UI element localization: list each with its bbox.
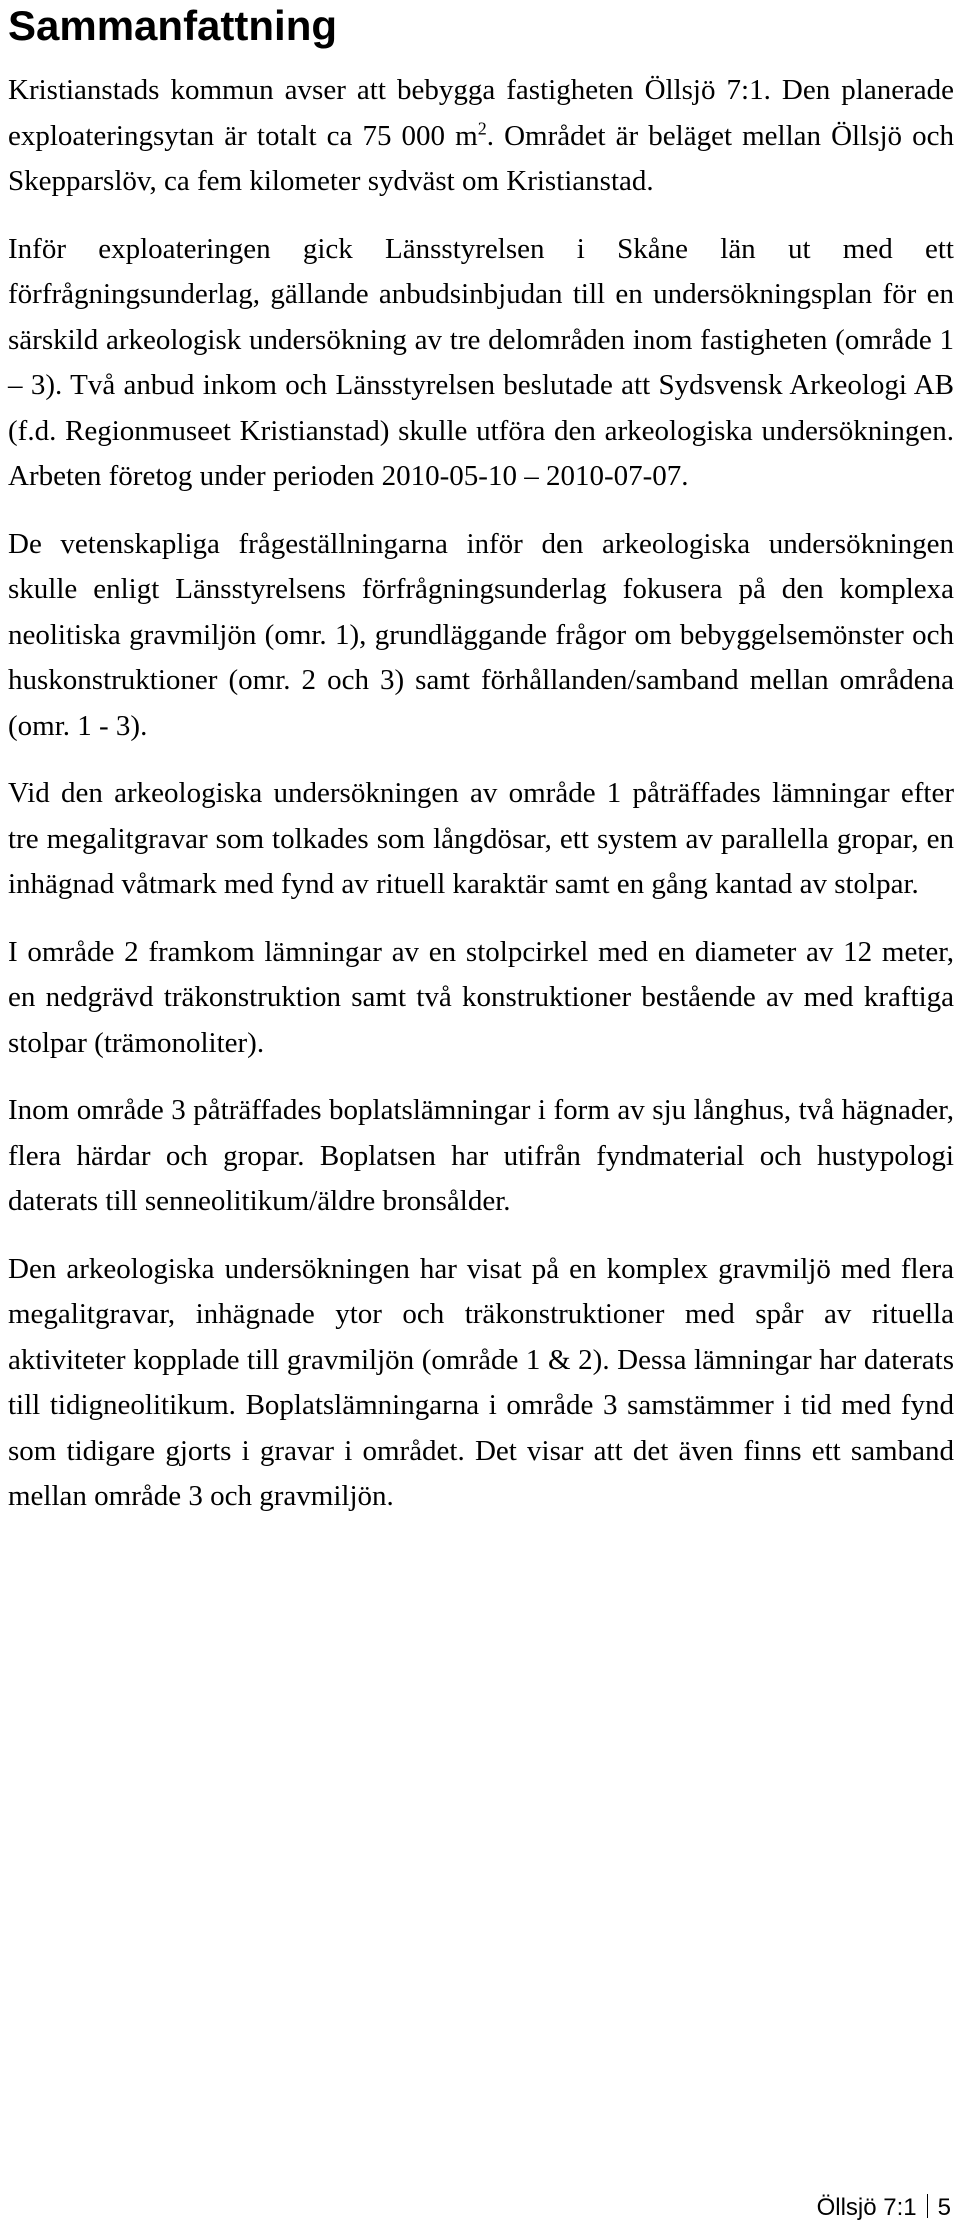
paragraph-area-1: Vid den arkeologiska undersökningen av område 1 påträffades lämningar efter tre megalitgravar som tolkades som långdösar, ett system av parallella gropar, en inhägnad våtmark med fynd av rituell karaktär samt en gång kantad av stolpar. — [8, 777, 954, 900]
page-title: Sammanfattning — [8, 2, 338, 49]
superscript-2: 2 — [477, 117, 487, 138]
paragraph-area-2: I område 2 framkom lämningar av en stolpcirkel med en diameter av 12 meter, en nedgrävd träkonstruktion samt två konstruktioner bestående av med kraftiga stolpar (trämonoliter). — [8, 935, 954, 1059]
footer-doc-label: Öllsjö 7:1 — [816, 2194, 917, 2221]
paragraph-tender: Inför exploateringen gick Länsstyrelsen i Skåne län ut med ett förfrågningsunderlag, gällande anbudsinbjudan till en undersökningsplan för en särskild arkeologisk undersökning av tre delområden inom fastigheten (område 1 – 3). Två anbud inkom och Länsstyrelsen beslutade att Sydsvensk Arkeologi AB (f.d. Regionmuseet Kristianstad) skulle utföra den arkeologiska undersökningen. Arbeten företog under perioden 2010-05-10 – 2010-07-07. — [8, 232, 954, 492]
paragraph-conclusion: Den arkeologiska undersökningen har visat på en komplex gravmiljö med flera megalitgravar, inhägnade ytor och träkonstruktioner med spår av rituella aktiviteter kopplade till gravmiljön (område 1 & 2). Dessa lämningar har daterats till tidigneolitikum. Boplatslämningarna i område 3 samstämmer i tid med fynd som tidigare gjorts i gravar i området. Det visar att det även finns ett samband mellan område 3 och gravmiljön. — [8, 1252, 954, 1512]
paragraph-intro-text-end: . Området är beläget mellan Öllsjö och Skepparslöv, ca fem kilometer sydväst om Kristianstad. — [8, 119, 954, 197]
page-number: 5 — [937, 2194, 951, 2221]
document-page — [8, 0, 954, 1542]
paragraph-research-questions: De vetenskapliga frågeställningarna inför den arkeologiska undersökningen skulle enligt Länsstyrelsens förfrågningsunderlag fokusera på den komplexa neolitiska gravmiljön (omr. 1), grundläggande frågor om bebyggelsemönster och huskonstruktioner (omr. 2 och 3) samt förhållanden/samband mellan områdena (omr. 1 - 3). — [8, 527, 954, 742]
paragraph-intro-text: Kristianstads kommun avser att bebygga fastigheten Öllsjö 7:1. Den planerade exploateringsytan är totalt ca 75 000 m — [8, 74, 954, 152]
paragraph-intro — [8, 68, 954, 205]
footer-divider — [927, 2194, 928, 2218]
paragraph-area-3: Inom område 3 påträffades boplatslämningar i form av sju långhus, två hägnader, flera härdar och gropar. Boplatsen har utifrån fyndmaterial och hustypologi daterats till senneolitikum/äldre bronsålder. — [8, 1094, 954, 1217]
page-footer — [817, 2193, 951, 2223]
